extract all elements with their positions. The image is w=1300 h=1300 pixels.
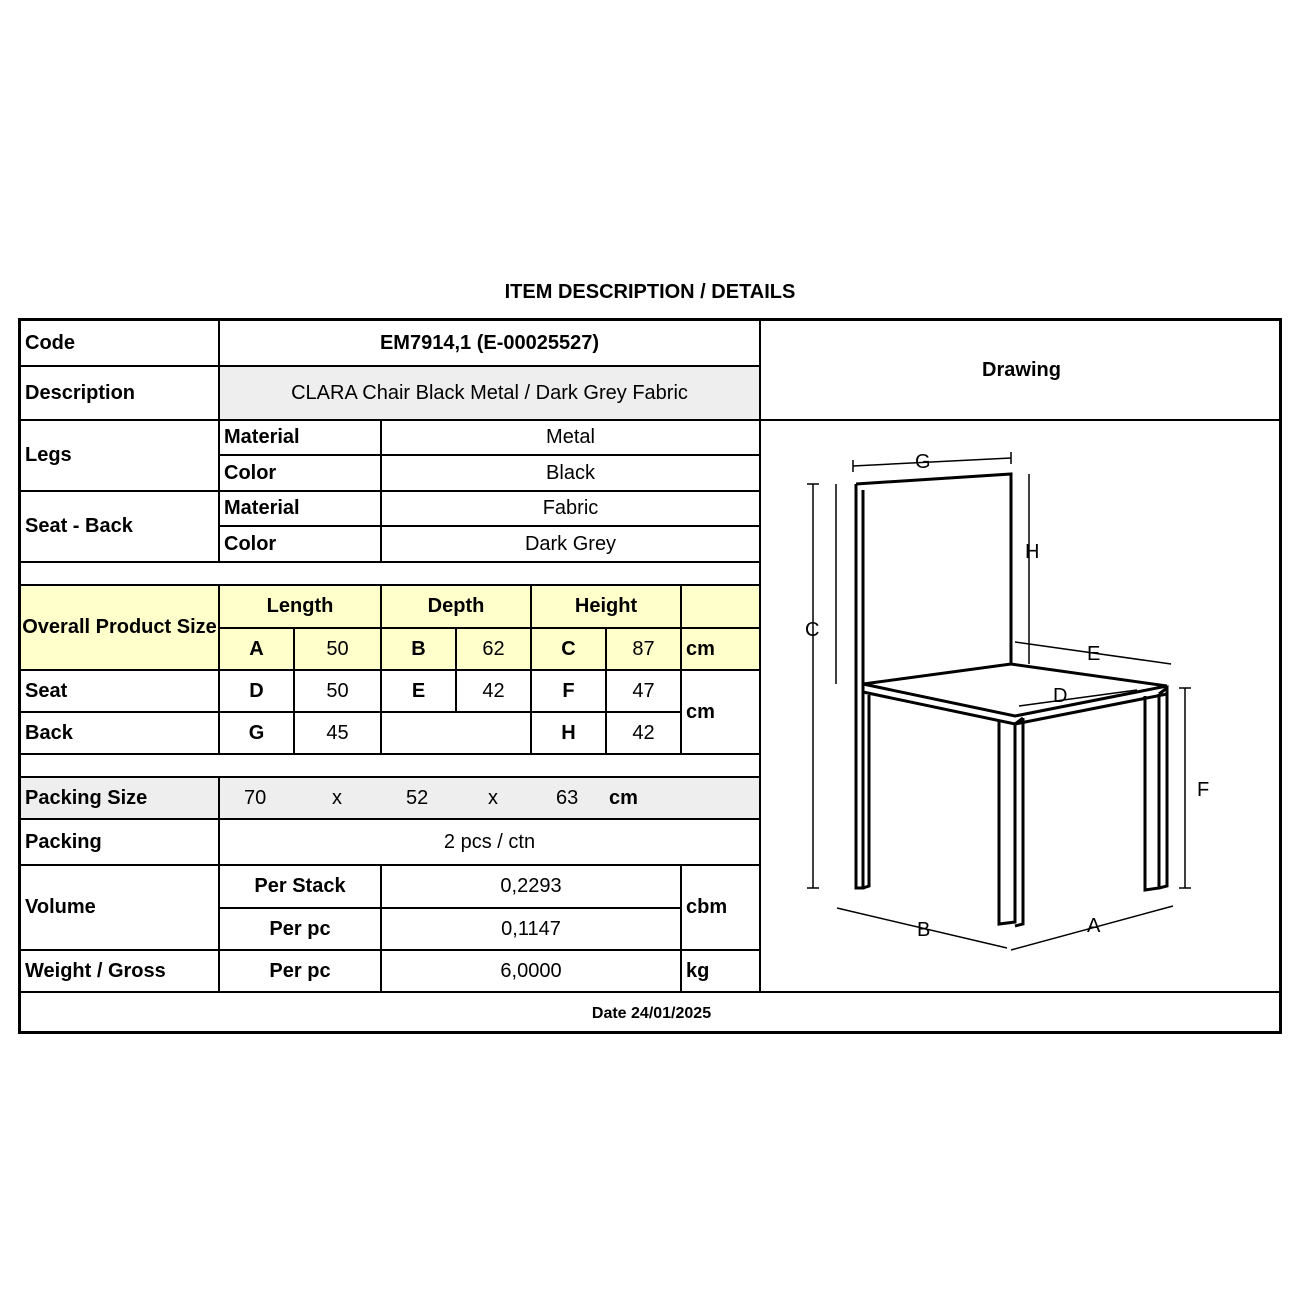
dim-f-letter: F bbox=[532, 671, 607, 713]
volume-label: Volume bbox=[21, 866, 220, 951]
overall-unit: cm bbox=[682, 629, 761, 671]
dim-f-value: 47 bbox=[607, 671, 682, 713]
seat-back-material-value: Fabric bbox=[382, 492, 761, 527]
seat-back-unit: cm bbox=[682, 671, 761, 755]
packing-unit: cm bbox=[609, 786, 638, 809]
dim-e-value: 42 bbox=[457, 671, 532, 713]
dim-g-value: 45 bbox=[295, 713, 382, 755]
overall-size-label: Overall Product Size bbox=[21, 586, 220, 671]
dim-d-value: 50 bbox=[295, 671, 382, 713]
label-f: F bbox=[1197, 779, 1210, 801]
label-b: B bbox=[917, 919, 931, 941]
label-c: C bbox=[805, 619, 820, 641]
volume-per-pc-value: 0,1147 bbox=[382, 909, 682, 951]
chair-drawing bbox=[761, 420, 1282, 992]
weight-per-pc-label: Per pc bbox=[220, 951, 382, 993]
seat-back-color-label: Color bbox=[220, 527, 382, 563]
volume-per-pc-label: Per pc bbox=[220, 909, 382, 951]
label-a: A bbox=[1087, 915, 1101, 937]
description-value: CLARA Chair Black Metal / Dark Grey Fabric bbox=[220, 367, 761, 421]
dim-h-letter: H bbox=[532, 713, 607, 755]
weight-label: Weight / Gross bbox=[21, 951, 220, 993]
code-label: Code bbox=[21, 321, 220, 367]
weight-value: 6,0000 bbox=[382, 951, 682, 993]
drawing-cell bbox=[761, 421, 1282, 993]
front-leg bbox=[999, 721, 1015, 924]
spacer-row-2 bbox=[21, 755, 761, 778]
spec-sheet bbox=[18, 318, 1282, 1034]
height-header: Height bbox=[532, 586, 682, 629]
spacer-row bbox=[21, 563, 761, 586]
depth-header: Depth bbox=[382, 586, 532, 629]
seat-back-label: Seat - Back bbox=[21, 492, 220, 563]
label-e: E bbox=[1087, 643, 1101, 665]
dim-b-letter: B bbox=[382, 629, 457, 671]
code-value: EM7914,1 (E-00025527) bbox=[220, 321, 761, 367]
volume-unit: cbm bbox=[682, 866, 761, 951]
back-empty-cell bbox=[382, 713, 532, 755]
legs-label: Legs bbox=[21, 421, 220, 492]
dim-c-value: 87 bbox=[607, 629, 682, 671]
packing-size-label: Packing Size bbox=[21, 778, 220, 820]
packing-x-1: x bbox=[332, 786, 342, 809]
date-footer: Date 24/01/2025 bbox=[591, 1004, 712, 1022]
legs-material-value: Metal bbox=[382, 421, 761, 456]
volume-per-stack-value: 0,2293 bbox=[382, 866, 682, 909]
dim-a-value: 50 bbox=[295, 629, 382, 671]
packing-height: 63 bbox=[556, 786, 579, 809]
back-label: Back bbox=[21, 713, 220, 755]
unit-header-empty bbox=[682, 586, 761, 629]
description-label: Description bbox=[21, 367, 220, 421]
length-header: Length bbox=[220, 586, 382, 629]
backrest-outline bbox=[856, 474, 1011, 664]
dim-h-value: 42 bbox=[607, 713, 682, 755]
packing-width: 52 bbox=[406, 786, 429, 809]
legs-material-label: Material bbox=[220, 421, 382, 456]
seat-back-material-label: Material bbox=[220, 492, 382, 527]
packing-length: 70 bbox=[244, 786, 267, 809]
document-title: ITEM DESCRIPTION / DETAILS bbox=[504, 281, 796, 303]
drawing-header: Drawing bbox=[761, 321, 1282, 421]
weight-unit: kg bbox=[682, 951, 761, 993]
dim-g-letter: G bbox=[220, 713, 295, 755]
dim-d-letter: D bbox=[220, 671, 295, 713]
label-d: D bbox=[1053, 685, 1068, 707]
seat-outline bbox=[863, 664, 1167, 716]
dim-e-letter: E bbox=[382, 671, 457, 713]
dim-c-letter: C bbox=[532, 629, 607, 671]
packing-size-values bbox=[220, 778, 761, 820]
packing-label: Packing bbox=[21, 820, 220, 866]
seat-back-color-value: Dark Grey bbox=[382, 527, 761, 563]
seat-label: Seat bbox=[21, 671, 220, 713]
front-right-leg bbox=[1145, 694, 1159, 890]
label-h: H bbox=[1025, 541, 1040, 563]
legs-color-value: Black bbox=[382, 456, 761, 492]
dim-b-value: 62 bbox=[457, 629, 532, 671]
volume-per-stack-label: Per Stack bbox=[220, 866, 382, 909]
legs-color-label: Color bbox=[220, 456, 382, 492]
dim-a-letter: A bbox=[220, 629, 295, 671]
packing-x-2: x bbox=[488, 786, 498, 809]
packing-value: 2 pcs / ctn bbox=[220, 820, 761, 866]
label-g: G bbox=[915, 451, 931, 473]
